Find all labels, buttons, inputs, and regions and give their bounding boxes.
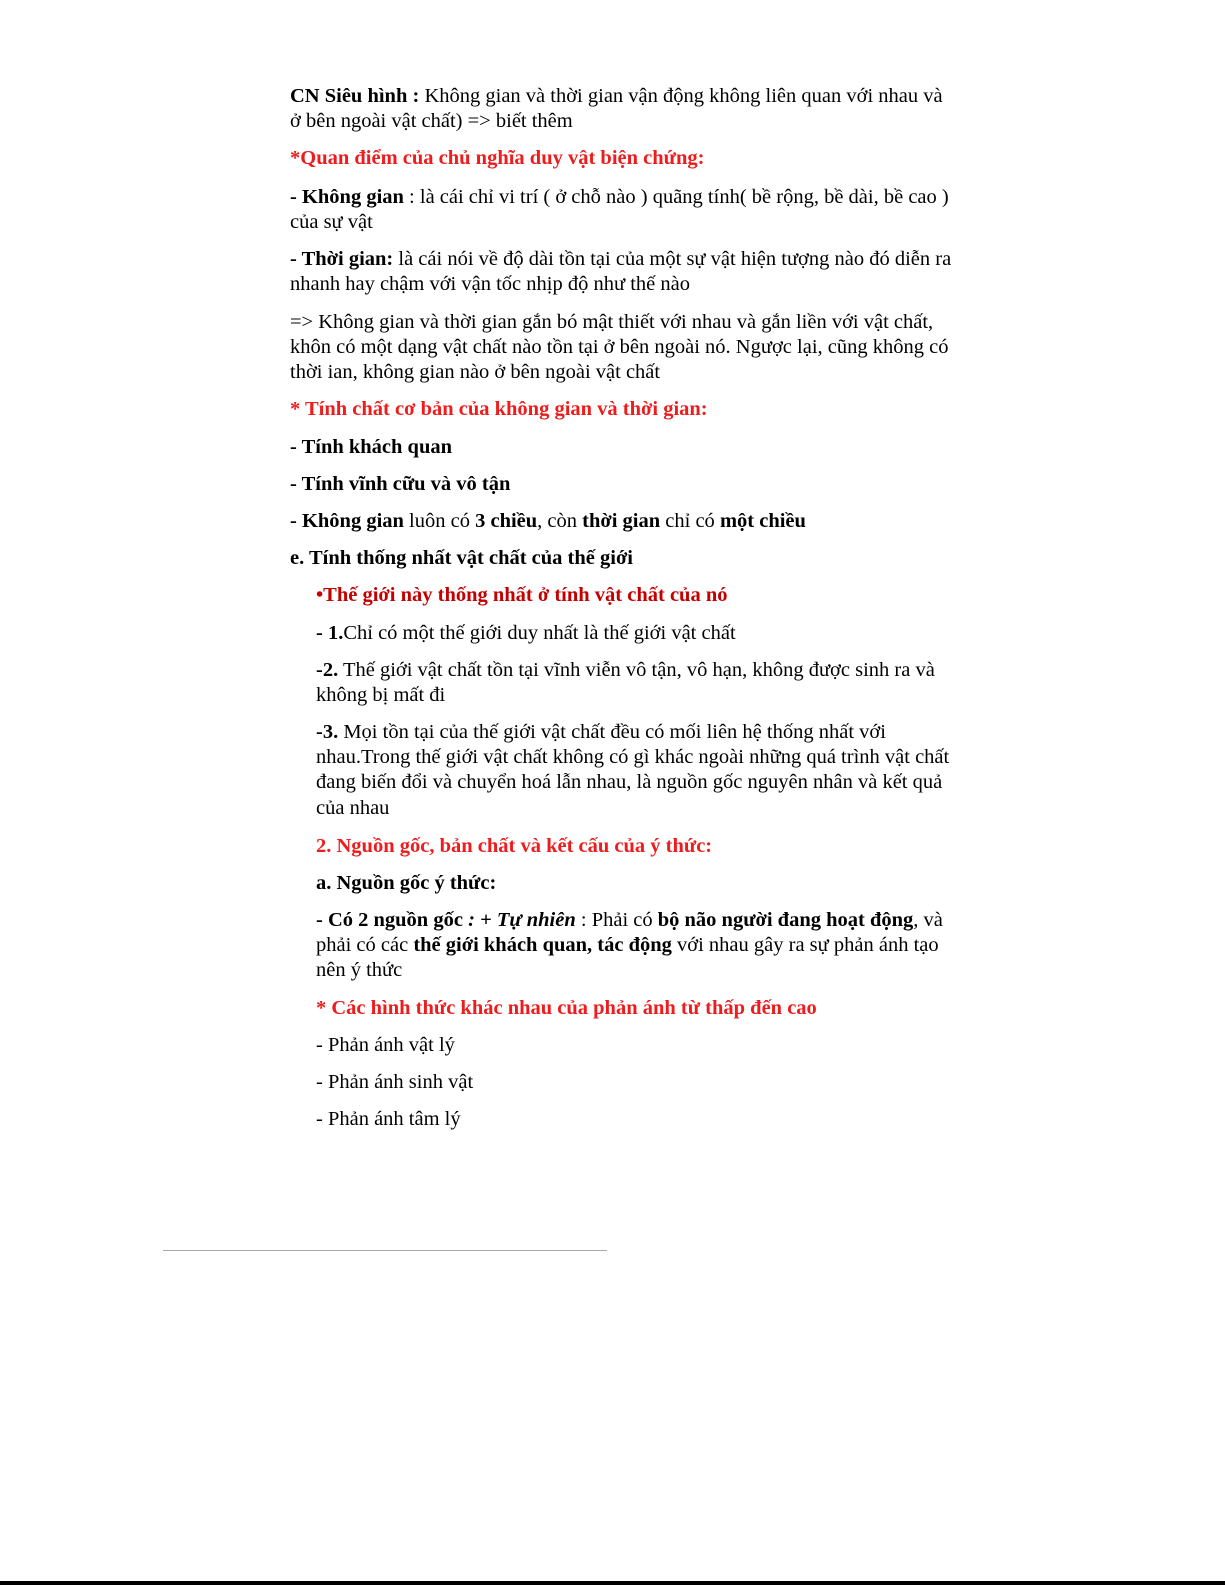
item3-line4: của nhau xyxy=(316,797,390,819)
conclusion-line2: khôn có một dạng vật chất nào tồn tại ở bên ngoài nó. Ngược lại, cũng không có xyxy=(290,336,949,358)
item2-num: -2. xyxy=(316,659,339,681)
nguon-goc-part5: , và xyxy=(913,909,943,931)
thoi-gian-line1 xyxy=(290,247,951,273)
item3-line1 xyxy=(316,720,886,746)
cn-sieu-hinh-line1 xyxy=(290,84,943,110)
thoi-gian-line2: nhanh hay chậm với vận tốc nhịp độ như thế nào xyxy=(290,273,690,295)
the-gioi-heading: •Thế giới này thống nhất ở tính vật chất của nó xyxy=(316,584,728,606)
chieu-part5: thời gian xyxy=(582,510,661,532)
item3-num: -3. xyxy=(316,721,339,743)
section-e-heading: e. Tính thống nhất vật chất của thế giới xyxy=(290,547,634,569)
hinh-thuc-heading: * Các hình thức khác nhau của phản ánh từ thấp đến cao xyxy=(316,997,817,1019)
quan-diem-heading: *Quan điểm của chủ nghĩa duy vật biện chứng: xyxy=(290,147,705,169)
chieu-part3: 3 chiều xyxy=(475,510,538,532)
nguon-goc-line1 xyxy=(316,908,943,934)
item1-text: Chỉ có một thế giới duy nhất là thế giới vật chất xyxy=(343,622,736,644)
chieu-part7: một chiều xyxy=(719,510,806,532)
chieu-part2: luôn có xyxy=(403,510,476,532)
item2-line2: không bị mất đi xyxy=(316,684,446,706)
nguon-goc-part3: : Phải có xyxy=(575,909,658,931)
tinh-vinh-cuu: - Tính vĩnh cữu và vô tận xyxy=(290,473,511,495)
tinh-chat-heading: * Tính chất cơ bản của không gian và thời gian: xyxy=(290,398,708,420)
conclusion-line1: => Không gian và thời gian gắn bó mật thiết với nhau và gắn liền với vật chất, xyxy=(290,311,934,333)
phan-anh-item: - Phản ánh sinh vật xyxy=(316,1071,474,1093)
nguon-goc-line2-part1: phải có các xyxy=(316,934,414,956)
cn-sieu-hinh-text1: Không gian và thời gian vận động không liên quan với nhau và xyxy=(419,85,943,107)
chieu-part4: , còn xyxy=(537,510,583,532)
khong-gian-line2: của sự vật xyxy=(290,211,373,233)
phan-anh-item: - Phản ánh tâm lý xyxy=(316,1108,461,1130)
item1-line xyxy=(316,621,736,647)
khong-gian-line1 xyxy=(290,185,949,211)
nguon-goc-line2-part2: thế giới khách quan, tác động xyxy=(413,934,672,956)
item3-line3: đang biến đổi và chuyển hoá lẫn nhau, là nguồn gốc nguyên nhân và kết quả xyxy=(316,771,943,793)
cn-sieu-hinh-line2: ở bên ngoài vật chất) => biết thêm xyxy=(290,110,573,132)
item2-text1: Thế giới vật chất tồn tại vĩnh viễn vô tận, vô hạn, không được sinh ra và xyxy=(338,659,935,681)
thoi-gian-text1: là cái nói về độ dài tồn tại của một sự vật hiện tượng nào đó diễn ra xyxy=(393,248,952,270)
item3-line2: nhau.Trong thế giới vật chất không có gì khác ngoài những quá trình vật chất xyxy=(316,746,950,768)
chieu-part6: chỉ có xyxy=(660,510,720,532)
section-2-heading: 2. Nguồn gốc, bản chất và kết cấu của ý thức: xyxy=(316,835,713,857)
tinh-khach-quan: - Tính khách quan xyxy=(290,436,453,458)
conclusion-line3: thời ian, không gian nào ở bên ngoài vật chất xyxy=(290,361,661,383)
item1-num: - 1. xyxy=(316,622,344,644)
nguon-goc-part2: : + Tự nhiên xyxy=(462,909,576,931)
phan-anh-item: - Phản ánh vật lý xyxy=(316,1034,455,1056)
khong-gian-label: - Không gian xyxy=(290,186,404,208)
thoi-gian-label: - Thời gian: xyxy=(290,248,394,270)
chieu-part1: - Không gian xyxy=(290,510,404,532)
item3-text1: Mọi tồn tại của thế giới vật chất đều có mối liên hệ thống nhất với xyxy=(338,721,886,743)
nguon-goc-part1: - Có 2 nguồn gốc xyxy=(316,909,463,931)
khong-gian-text1: : là cái chỉ vi trí ( ở chỗ nào ) quãng tính( bề rộng, bề dài, bề cao ) xyxy=(403,186,949,208)
item2-line1 xyxy=(316,658,935,684)
page-bottom-edge xyxy=(0,1581,1225,1585)
cn-sieu-hinh-label: CN Siêu hình : xyxy=(290,85,420,107)
nguon-goc-line2-part3: với nhau gây ra sự phản ánh tạo xyxy=(671,934,939,956)
section-a-heading: a. Nguồn gốc ý thức: xyxy=(316,872,497,894)
nguon-goc-part4: bộ não người đang hoạt động xyxy=(657,909,914,931)
nguon-goc-line3: nên ý thức xyxy=(316,959,403,981)
nguon-goc-line2 xyxy=(316,933,939,959)
chieu-line xyxy=(290,509,806,535)
footnote-separator xyxy=(163,1250,607,1251)
